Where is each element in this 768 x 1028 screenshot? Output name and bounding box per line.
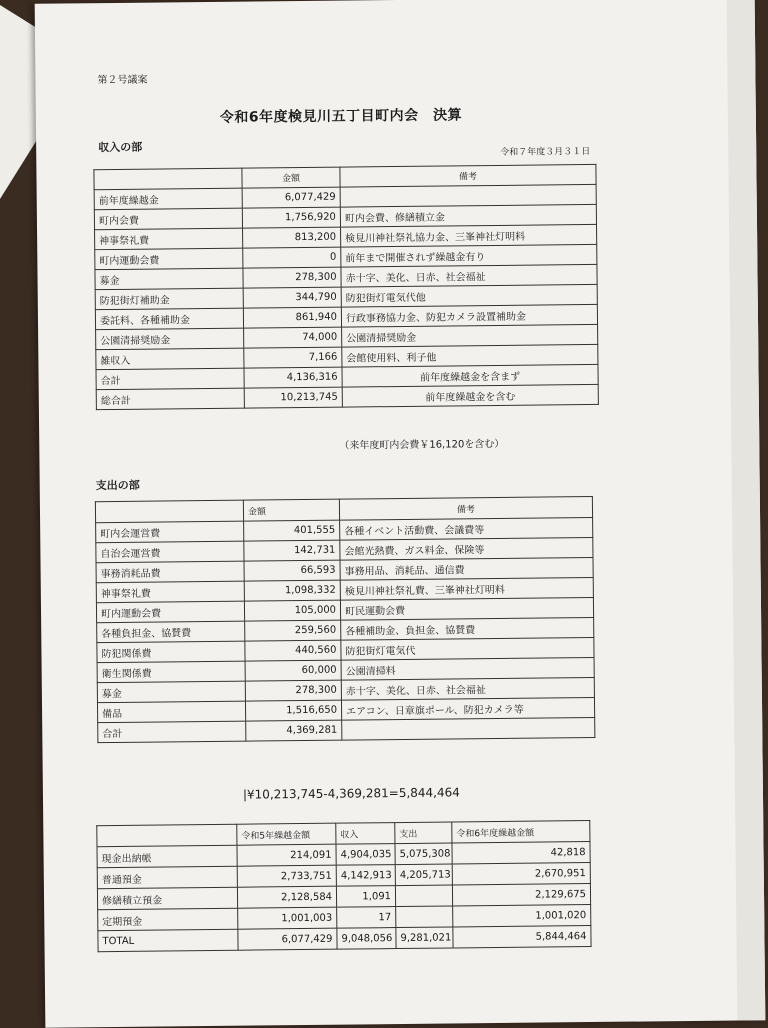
row-note: 町内会費、修繕積立金 bbox=[340, 204, 596, 227]
row-amount: 1,516,650 bbox=[245, 700, 341, 721]
row-amount: 7,166 bbox=[244, 347, 342, 368]
row-item: 衛生関係費 bbox=[97, 661, 245, 683]
row-note bbox=[340, 184, 596, 207]
summary-header-next: 令和6年度繰越金額 bbox=[452, 821, 590, 843]
row-amount: 1,756,920 bbox=[242, 207, 340, 228]
row-prev: 6,077,429 bbox=[238, 928, 337, 950]
row-note: エアコン、日章旗ポール、防犯カメラ等 bbox=[341, 697, 594, 720]
row-note: 赤十字、美化、日赤、社会福祉 bbox=[341, 677, 594, 700]
row-note: 前年度繰越金を含む bbox=[342, 384, 598, 407]
row-note: 検見川神社祭礼費、三峯神社灯明料 bbox=[340, 577, 593, 600]
row-out bbox=[395, 885, 452, 907]
row-note: 赤十字、美化、日赤、社会福祉 bbox=[341, 264, 597, 287]
row-note: 会館使用料、利子他 bbox=[342, 344, 598, 367]
expense-header-amount: 金額 bbox=[243, 499, 339, 521]
row-item: 防犯街灯補助金 bbox=[95, 288, 243, 310]
row-next: 1,001,020 bbox=[453, 905, 591, 927]
row-amount: 1,098,332 bbox=[244, 580, 340, 601]
expense-table bbox=[95, 496, 596, 743]
row-amount: 278,300 bbox=[245, 680, 341, 701]
row-amount: 278,300 bbox=[243, 267, 341, 288]
summary-header-out: 支出 bbox=[395, 822, 452, 844]
row-item: 合計 bbox=[98, 721, 246, 743]
row-note: 各種補助金、負担金、協賛費 bbox=[341, 617, 594, 640]
income-header-note: 備考 bbox=[340, 164, 596, 187]
row-prev: 2,733,751 bbox=[237, 865, 336, 887]
document-date: 令和７年度３月３１日 bbox=[500, 146, 591, 158]
row-item: 募金 bbox=[97, 681, 245, 703]
row-prev: 1,001,003 bbox=[238, 907, 337, 929]
row-item: 町内運動会費 bbox=[96, 601, 244, 623]
table-row-total bbox=[98, 717, 595, 742]
row-note: 公園清掃奨励金 bbox=[342, 324, 598, 347]
row-amount: 813,200 bbox=[243, 227, 341, 248]
table-row-grand-total bbox=[96, 384, 598, 409]
row-amount: 10,213,745 bbox=[244, 387, 342, 408]
row-amount: 60,000 bbox=[245, 660, 341, 681]
income-header-item bbox=[94, 168, 242, 190]
page-edge bbox=[727, 0, 766, 1020]
row-item: 現金出納帳 bbox=[97, 845, 237, 867]
row-amount: 401,555 bbox=[244, 520, 340, 541]
row-note: 会館光熱費、ガス料金、保険等 bbox=[340, 537, 593, 560]
row-amount: 66,593 bbox=[244, 560, 340, 581]
row-prev: 214,091 bbox=[237, 844, 336, 866]
income-header-amount: 金額 bbox=[242, 167, 340, 188]
summary-header-in: 収入 bbox=[336, 823, 395, 845]
row-in: 9,048,056 bbox=[337, 928, 396, 950]
row-item: 神事祭礼費 bbox=[96, 581, 244, 603]
row-note: 行政事務協力金、防犯カメラ設置補助金 bbox=[341, 304, 597, 327]
row-amount: 142,731 bbox=[244, 540, 340, 561]
summary-header-item bbox=[97, 824, 237, 846]
row-in: 4,142,913 bbox=[336, 865, 395, 887]
row-item: 各種負担金、協賛費 bbox=[97, 621, 245, 643]
row-note: 各種イベント活動費、会議費等 bbox=[340, 517, 593, 540]
document-page bbox=[35, 0, 766, 1028]
balance-formula: |¥10,213,745-4,369,281=5,844,464 bbox=[242, 785, 460, 802]
row-amount: 74,000 bbox=[244, 327, 342, 348]
table-row-total bbox=[98, 926, 591, 952]
row-item: 町内会運営費 bbox=[96, 521, 244, 543]
row-item: 自治会運営費 bbox=[96, 541, 244, 563]
document-title: 令和6年度検見川五丁目町内会 決算 bbox=[219, 107, 463, 126]
row-out: 4,205,713 bbox=[395, 864, 452, 886]
row-in: 1,091 bbox=[336, 886, 395, 908]
row-next: 42,818 bbox=[452, 842, 590, 864]
row-note: 公園清掃料 bbox=[341, 657, 594, 680]
expense-section-title: 支出の部 bbox=[95, 478, 140, 493]
expense-header-note: 備考 bbox=[339, 496, 592, 520]
row-item: 前年度繰越金 bbox=[94, 188, 242, 210]
row-note bbox=[342, 717, 595, 740]
income-footnote: （来年度町内会費￥16,120を含む） bbox=[339, 438, 505, 452]
income-section-title: 収入の部 bbox=[98, 140, 143, 155]
summary-header-prev: 令和5年繰越金額 bbox=[237, 823, 336, 845]
row-in: 17 bbox=[337, 907, 396, 929]
income-table bbox=[93, 164, 598, 410]
row-item: 総合計 bbox=[96, 388, 244, 410]
carryover-summary-table bbox=[96, 820, 591, 952]
row-amount: 0 bbox=[243, 247, 341, 268]
row-item: 町内運動会費 bbox=[95, 248, 243, 270]
row-item: 定期預金 bbox=[98, 908, 238, 930]
row-note: 防犯街灯電気代 bbox=[341, 637, 594, 660]
row-amount: 6,077,429 bbox=[242, 187, 340, 208]
row-amount: 440,560 bbox=[245, 640, 341, 661]
row-out: 5,075,308 bbox=[395, 843, 452, 865]
row-note: 防犯街灯電気代他 bbox=[341, 284, 597, 307]
row-note: 前年度繰越金を含まず bbox=[342, 364, 598, 387]
row-item: 防犯関係費 bbox=[97, 641, 245, 663]
row-next: 5,844,464 bbox=[453, 926, 591, 948]
row-item: 神事祭礼費 bbox=[95, 228, 243, 250]
row-item: 募金 bbox=[95, 268, 243, 290]
row-item: 町内会費 bbox=[94, 208, 242, 230]
row-out: 9,281,021 bbox=[396, 927, 453, 949]
row-prev: 2,128,584 bbox=[237, 886, 336, 908]
row-amount: 861,940 bbox=[243, 307, 341, 328]
row-amount: 4,369,281 bbox=[246, 720, 342, 741]
expense-header-item bbox=[95, 500, 243, 523]
row-out bbox=[396, 906, 453, 928]
row-note: 検見川神社祭礼協力金、三峯神社灯明料 bbox=[341, 224, 597, 247]
row-item: TOTAL bbox=[98, 929, 238, 951]
row-amount: 259,560 bbox=[245, 620, 341, 641]
row-item: 事務消耗品費 bbox=[96, 561, 244, 583]
row-item: 委託料、各種補助金 bbox=[95, 308, 243, 330]
row-item: 修繕積立預金 bbox=[97, 887, 237, 909]
row-item: 普通預金 bbox=[97, 866, 237, 888]
row-amount: 344,790 bbox=[243, 287, 341, 308]
row-in: 4,904,035 bbox=[336, 844, 395, 866]
row-amount: 4,136,316 bbox=[244, 367, 342, 388]
document-label: 第２号議案 bbox=[97, 74, 148, 87]
row-next: 2,670,951 bbox=[452, 863, 590, 885]
row-item: 雑収入 bbox=[96, 348, 244, 370]
row-item: 備品 bbox=[97, 701, 245, 723]
row-item: 公園清掃奨励金 bbox=[96, 328, 244, 350]
row-note: 事務用品、消耗品、通信費 bbox=[340, 557, 593, 580]
row-amount: 105,000 bbox=[244, 600, 340, 621]
row-next: 2,129,675 bbox=[452, 884, 590, 906]
row-note: 前年まで開催されず繰越金有り bbox=[341, 244, 597, 267]
row-item: 合計 bbox=[96, 368, 244, 390]
row-note: 町民運動会費 bbox=[340, 597, 593, 620]
